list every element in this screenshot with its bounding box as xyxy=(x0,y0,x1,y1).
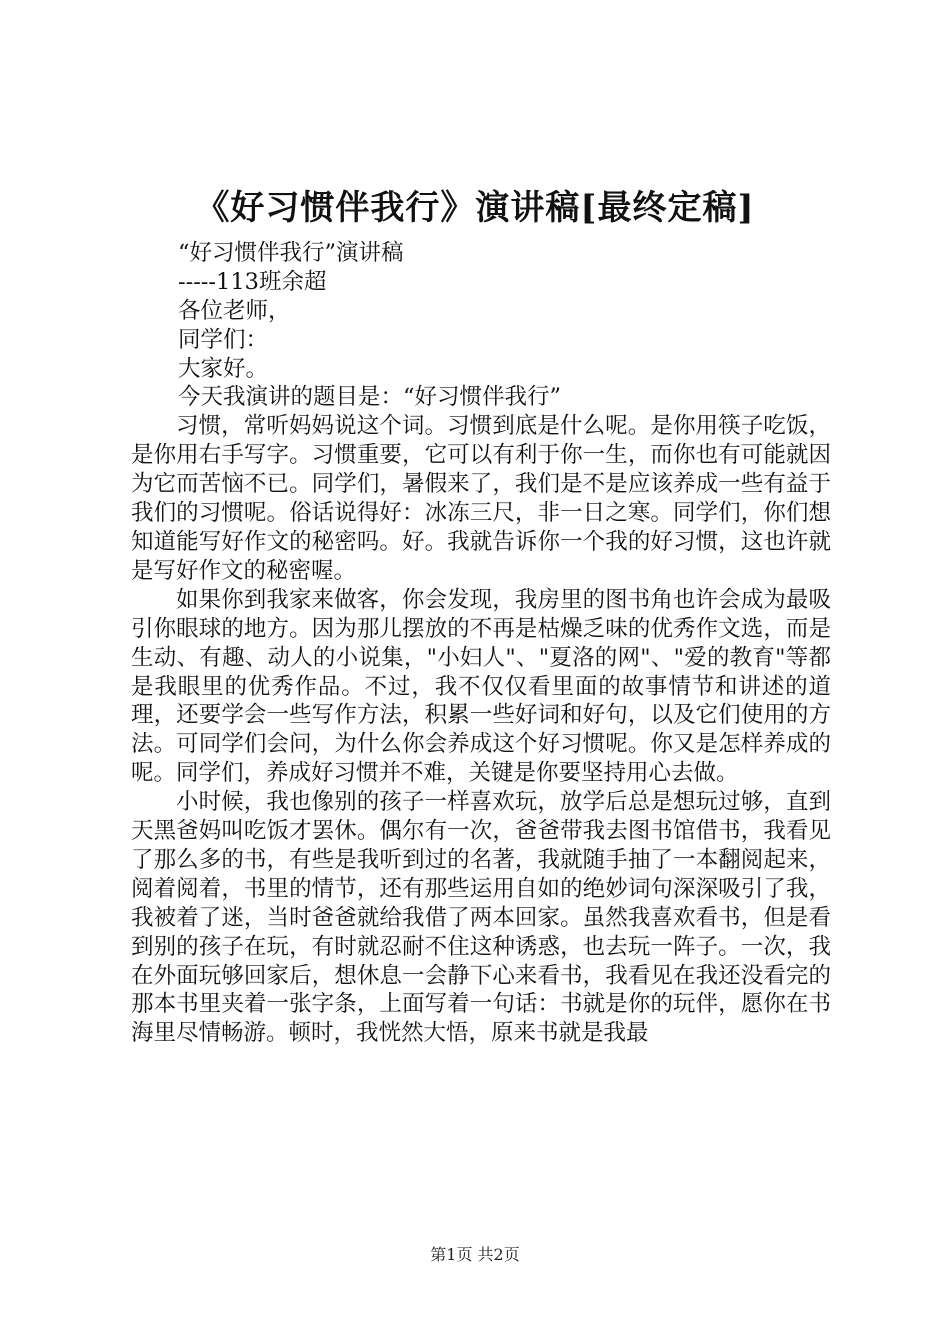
document-title: 《好习惯伴我行》演讲稿[最终定稿] xyxy=(195,188,755,228)
page-footer: 第1页 共2页 xyxy=(430,1245,520,1264)
greeting-students: 同学们： xyxy=(178,326,269,353)
speech-heading: “好习惯伴我行”演讲稿 xyxy=(178,240,404,266)
greeting-teachers: 各位老师， xyxy=(178,297,291,324)
document-body xyxy=(131,239,831,1048)
speech-topic: 今天我演讲的题目是：“好习惯伴我行” xyxy=(178,384,562,411)
speaker-line: -----113班余超 xyxy=(178,268,327,295)
body-paragraph-2: 如果你到我家来做客，你会发现，我房里的图书角也许会成为最吸引你眼球的地方。因为那儿摆放的不再是枯燥乏味的优秀作文选，而是生动、有趣、动人的小说集，"小妇人"、"夏洛的网"、"爱的教育"等都是我眼里的优秀作品。不过，我不仅仅看里面的故事情节和讲述的道理，还要学会一些写作方法，积累一些好词和好句，以及它们使用的方法。可同学们会问，为什么你会养成这个好习惯呢。你又是怎样养成的呢。同学们，养成好习惯并不难，关键是你要坚持用心去做。 xyxy=(131,586,831,787)
body-paragraph-3: 小时候，我也像别的孩子一样喜欢玩，放学后总是想玩过够，直到天黑爸妈叫吃饭才罢休。偶尔有一次，爸爸带我去图书馆借书，我看见了那么多的书，有些是我听到过的名著，我就随手抽了一本翻阅起来，阅着阅着，书里的情节，还有那些运用自如的绝妙词句深深吸引了我，我被着了迷，当时爸爸就给我借了两本回家。虽然我喜欢看书，但是看到别的孩子在玩，有时就忍耐不住这种诱惑，也去玩一阵子。一次，我在外面玩够回家后，想休息一会静下心来看书，我看见在我还没看完的那本书里夹着一张字条，上面写着一句话：书就是你的玩伴，愿你在书海里尽情畅游。顿时，我恍然大悟，原来书就是我最 xyxy=(131,789,831,1047)
body-paragraph-1: 习惯，常听妈妈说这个词。习惯到底是什么呢。是你用筷子吃饭，是你用右手写字。习惯重要，它可以有利于你一生，而你也有可能就因为它而苦恼不已。同学们，暑假来了，我们是不是应该养成一些有益于我们的习惯呢。俗话说得好：冰冻三尺，非一日之寒。同学们，你们想知道能写好作文的秘密吗。好。我就告诉你一个我的好习惯，这也许就是写好作文的秘密喔。 xyxy=(131,413,831,584)
greeting-all: 大家好。 xyxy=(178,355,269,382)
